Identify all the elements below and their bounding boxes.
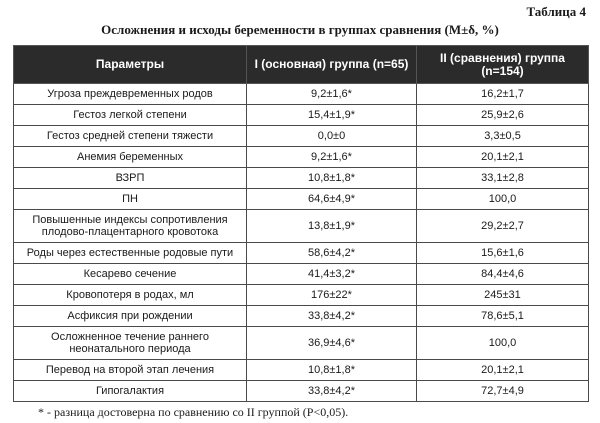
row-group-2-value: 25,9±2,6 (417, 105, 589, 126)
table-title: Осложнения и исходы беременности в группах сравнения (M±δ, %) (101, 22, 499, 37)
row-group-1-value: 58,6±4,2* (247, 243, 417, 264)
table-row (14, 327, 589, 360)
table-row (14, 84, 589, 105)
row-parameter: ПН (14, 189, 247, 210)
row-group-1-value: 64,6±4,9* (247, 189, 417, 210)
table-row (14, 243, 589, 264)
row-parameter: Гестоз средней степени тяжести (14, 126, 247, 147)
row-parameter: Кровопотеря в родах, мл (14, 285, 247, 306)
row-group-2-value: 78,6±5,1 (417, 306, 589, 327)
table-body (14, 84, 589, 402)
row-group-1-value: 36,9±4,6* (247, 327, 417, 360)
row-group-2-value: 100,0 (417, 327, 589, 360)
row-group-1-value: 9,2±1,6* (247, 84, 417, 105)
row-group-2-value: 20,1±2,1 (417, 147, 589, 168)
table-row (14, 360, 589, 381)
row-group-2-value: 3,3±0,5 (417, 126, 589, 147)
row-parameter: Асфиксия при рождении (14, 306, 247, 327)
row-group-1-value: 33,8±4,2* (247, 381, 417, 402)
row-group-2-value: 33,1±2,8 (417, 168, 589, 189)
row-group-1-value: 15,4±1,9* (247, 105, 417, 126)
row-group-1-value: 176±22* (247, 285, 417, 306)
table-row (14, 105, 589, 126)
table-row (14, 264, 589, 285)
table-row (14, 147, 589, 168)
row-group-2-value: 20,1±2,1 (417, 360, 589, 381)
row-group-1-value: 9,2±1,6* (247, 147, 417, 168)
row-parameter: Повышенные индексы сопротивления плодово-плацентарного кровотока (14, 210, 247, 243)
row-group-2-value: 15,6±1,6 (417, 243, 589, 264)
row-parameter: Гипогалактия (14, 381, 247, 402)
row-group-1-value: 33,8±4,2* (247, 306, 417, 327)
row-group-2-value: 72,7±4,9 (417, 381, 589, 402)
row-group-2-value: 245±31 (417, 285, 589, 306)
row-group-1-value: 41,4±3,2* (247, 264, 417, 285)
row-parameter: Роды через естественные родовые пути (14, 243, 247, 264)
table-row (14, 189, 589, 210)
row-parameter: Анемия беременных (14, 147, 247, 168)
table-row (14, 381, 589, 402)
row-parameter: Гестоз легкой степени (14, 105, 247, 126)
table-row (14, 285, 589, 306)
table-row (14, 168, 589, 189)
header-group-1: I (основная) группа (n=65) (247, 46, 417, 84)
row-group-2-value: 29,2±2,7 (417, 210, 589, 243)
row-group-1-value: 10,8±1,8* (247, 168, 417, 189)
header-parameters: Параметры (14, 46, 247, 84)
table-row (14, 126, 589, 147)
table-row (14, 210, 589, 243)
row-group-1-value: 10,8±1,8* (247, 360, 417, 381)
row-group-2-value: 100,0 (417, 189, 589, 210)
row-group-1-value: 13,8±1,9* (247, 210, 417, 243)
table-row (14, 306, 589, 327)
results-table (13, 45, 589, 402)
row-parameter: Перевод на второй этап лечения (14, 360, 247, 381)
row-parameter: Угроза преждевременных родов (14, 84, 247, 105)
row-group-2-value: 84,4±4,6 (417, 264, 589, 285)
row-parameter: ВЗРП (14, 168, 247, 189)
footnote: * - разница достоверна по сравнению со II группой (P<0,05). (38, 405, 349, 419)
table-number: Таблица 4 (526, 4, 586, 19)
row-group-1-value: 0,0±0 (247, 126, 417, 147)
header-group-2: II (сравнения) группа (n=154) (417, 46, 589, 84)
table-header-row (14, 46, 589, 84)
row-parameter: Кесарево сечение (14, 264, 247, 285)
row-parameter: Осложненное течение раннего неонатального периода (14, 327, 247, 360)
row-group-2-value: 16,2±1,7 (417, 84, 589, 105)
